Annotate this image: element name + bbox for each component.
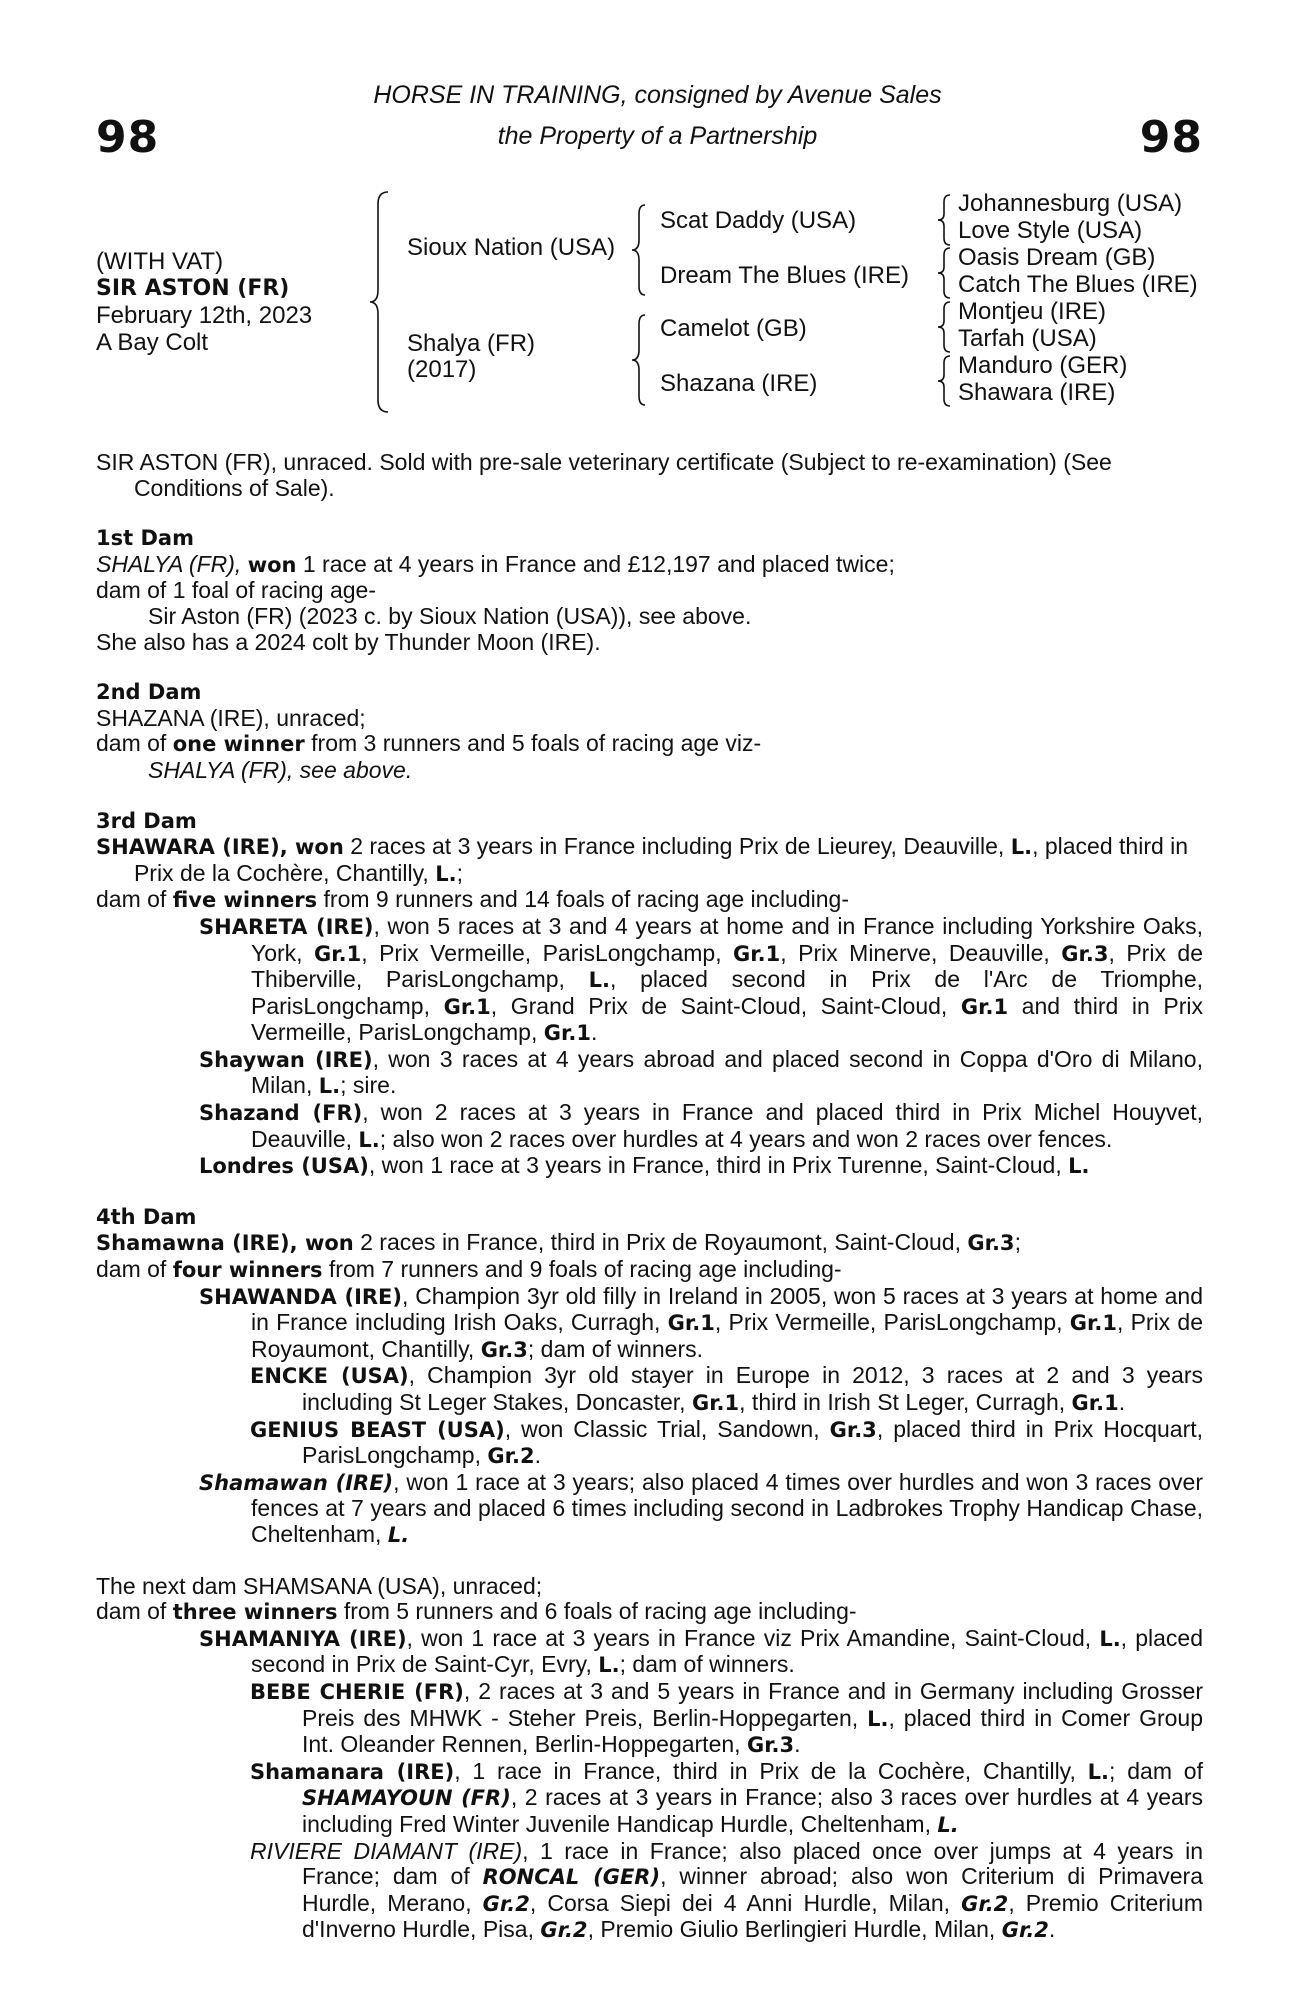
text-run: L. — [1068, 1154, 1090, 1179]
text-run: , Prix Vermeille, ParisLongchamp, — [714, 1309, 1070, 1336]
text-run: Gr.3 — [829, 1417, 877, 1442]
text-run: , 1 race in France, third in Prix de la Cochère, Chantilly, — [454, 1757, 1088, 1784]
text-run: ; — [456, 859, 463, 886]
text-run: four winners — [172, 1258, 323, 1283]
gen3-7: Manduro (GER) — [958, 352, 1128, 379]
foaling-date: February 12th, 2023 — [96, 302, 313, 329]
text-run: Shazand (FR) — [199, 1101, 363, 1126]
second-dam-heading: 2nd Dam — [96, 680, 202, 705]
text-run: , Prix de Thiberville, ParisLongchamp, — [251, 939, 1203, 993]
catalogue-text — [96, 450, 1203, 1944]
text-run: , Prix Minerve, Deauville, — [780, 939, 1062, 966]
gen3-4: Catch The Blues (IRE) — [958, 271, 1198, 298]
text-run: from 5 runners and 6 foals of racing age including- — [337, 1598, 857, 1625]
text-run: L. — [358, 1127, 380, 1152]
text-run: , placed third in Comer Group Int. Oleander Rennen, Berlin-Hoppegarten, — [302, 1704, 1203, 1758]
text-run: from 3 runners and 5 foals of racing age viz- — [304, 730, 762, 757]
text-run: Gr.1 — [960, 994, 1009, 1019]
text-run: Gr.2 — [1001, 1918, 1049, 1943]
text-run: BEBE CHERIE (FR) — [250, 1679, 464, 1704]
gen3-8: Shawara (IRE) — [958, 379, 1116, 406]
first-dam-record — [96, 552, 1203, 579]
first-dam-foal: Sir Aston (FR) (2023 c. by Sioux Nation (USA)), see above. — [148, 602, 752, 629]
text-run: L. — [435, 861, 457, 886]
fourth-dam-grandoffspring — [96, 1417, 1203, 1470]
text-run: SHAWANDA (IRE) — [199, 1284, 402, 1309]
text-run: 1 race at 4 years in France and £12,197 and placed twice; — [296, 550, 895, 577]
text-run: , Champion 3yr old filly in Ireland in 2005, won 5 races at 3 years at home and in France including Irish Oaks, Curragh, — [251, 1282, 1203, 1336]
header-subtitle: the Property of a Partnership — [497, 122, 818, 150]
text-run: , Prix de Royaumont, Chantilly, — [251, 1309, 1203, 1362]
pedigree-table — [0, 190, 1315, 415]
text-run: , won 3 races at 4 years abroad and placed second in Coppa d'Oro di Milano, Milan, — [251, 1045, 1203, 1099]
text-run: Gr.3 — [967, 1231, 1015, 1256]
text-run: Gr.1 — [667, 1311, 715, 1336]
text-run: Gr.2 — [487, 1444, 535, 1469]
text-run: L. — [588, 968, 610, 993]
text-run: . — [590, 1019, 598, 1046]
text-run: RIVIERE DIAMANT (IRE) — [250, 1837, 523, 1864]
first-dam-note: She also has a 2024 colt by Thunder Moon (IRE). — [96, 628, 601, 655]
text-run: . — [1118, 1389, 1126, 1415]
text-run: ; dam of — [1109, 1757, 1203, 1784]
vat-note: (WITH VAT) — [96, 248, 224, 275]
text-run: Gr.2 — [961, 1891, 1009, 1916]
text-run: , Champion 3yr old stayer in Europe in 2012, 3 races at 2 and 3 years including St Leger Stakes, Doncaster, — [302, 1362, 1203, 1415]
text-run: Gr.1 — [314, 941, 362, 966]
text-run: SHALYA (FR), — [96, 550, 242, 577]
dam-sire: Camelot (GB) — [660, 315, 807, 342]
intro-paragraph: SIR ASTON (FR), unraced. Sold with pre-sale veterinary certificate (Subject to re-examination) (See Conditions of Sale). — [96, 449, 1112, 501]
text-run: , won 1 race at 3 years; also placed 4 times over hurdles and won 3 races over fences at 7 years and placed 6 times including second in Ladbrokes Trophy Handicap Chase, Cheltenham, — [251, 1468, 1204, 1547]
text-run: , Corsa Siepi dei 4 Anni Hurdle, Milan, — [529, 1889, 962, 1916]
text-run: , placed second in Prix de l'Arc de Triomphe, ParisLongchamp, — [251, 966, 1203, 1019]
text-run: L. — [1099, 1626, 1121, 1651]
fourth-dam-heading: 4th Dam — [96, 1204, 197, 1229]
text-run: Shaywan (IRE) — [199, 1047, 373, 1072]
text-run: , winner abroad; also won Criterium di Primavera Hurdle, Merano, — [302, 1863, 1203, 1916]
gen3-6: Tarfah (USA) — [958, 325, 1097, 352]
text-run: and third in Prix Vermeille, ParisLongchamp, — [251, 992, 1203, 1046]
text-run: SHAWARA (IRE), won — [96, 835, 344, 860]
text-run: , won 2 races at 3 years in France and placed third in Prix Michel Houyvet, Deauville, — [251, 1099, 1203, 1152]
text-run: Shamanara (IRE) — [250, 1759, 455, 1784]
gen3-1: Johannesburg (USA) — [958, 190, 1183, 217]
text-run: dam of — [96, 1598, 173, 1625]
text-run: from 9 runners and 14 foals of racing age including- — [317, 886, 849, 913]
text-run: ; — [1014, 1229, 1021, 1256]
text-run: , Grand Prix de Saint-Cloud, Saint-Cloud, — [490, 992, 961, 1019]
text-run: , Premio Criterium d'Inverno Hurdle, Pisa, — [302, 1889, 1203, 1943]
text-run: , Premio Giulio Berlingieri Hurdle, Milan, — [587, 1916, 1002, 1943]
text-run: Gr.3 — [1061, 941, 1109, 966]
lot-number-left: 98 — [96, 112, 160, 163]
text-run: , 2 races at 3 years in France; also 3 races over hurdles at 4 years including Fred Winter Juvenile Handicap Hurdle, Cheltenham, — [302, 1784, 1203, 1837]
fourth-dam-offspring — [96, 1284, 1203, 1364]
first-dam-heading: 1st Dam — [96, 526, 194, 551]
gen3-5: Montjeu (IRE) — [958, 298, 1107, 325]
text-run: L. — [387, 1522, 410, 1547]
text-run: ; sire. — [340, 1072, 397, 1099]
text-run: Shamawan (IRE) — [199, 1470, 394, 1495]
text-run: won — [247, 552, 297, 577]
text-run: L. — [318, 1074, 341, 1099]
text-run: ; dam of winners. — [527, 1335, 704, 1362]
text-run: , won 5 races at 3 and 4 years at home and in France including Yorkshire Oaks, York, — [251, 912, 1203, 966]
third-dam-offspring — [96, 1100, 1203, 1153]
next-dam-grandoffspring — [96, 1839, 1203, 1944]
gen3-2: Love Style (USA) — [958, 217, 1143, 244]
text-run: , 1 race in France; also placed once over jumps at 4 years in France; dam of — [302, 1837, 1203, 1890]
text-run: Gr.1 — [1069, 1311, 1117, 1336]
sire-dam: Dream The Blues (IRE) — [660, 262, 909, 289]
text-run: . — [534, 1442, 541, 1469]
next-dam-grandoffspring — [96, 1679, 1203, 1759]
text-run: three winners — [172, 1600, 338, 1625]
text-run: Gr.1 — [443, 994, 491, 1019]
text-run: five winners — [172, 888, 318, 913]
dam: Shalya (FR) — [407, 330, 536, 357]
sire-sire: Scat Daddy (USA) — [660, 207, 857, 234]
text-run: Gr.1 — [1071, 1391, 1119, 1415]
text-run: , third in Irish St Leger, Curragh, — [739, 1389, 1072, 1415]
fourth-dam-offspring — [96, 1470, 1203, 1549]
text-run: L. — [1087, 1759, 1110, 1784]
horse-description: A Bay Colt — [96, 329, 209, 356]
text-run: dam of — [96, 730, 173, 757]
next-dam-record: The next dam SHAMSANA (USA), unraced; — [96, 1572, 543, 1599]
text-run: SHARETA (IRE) — [199, 914, 374, 939]
third-dam-produce — [96, 887, 1203, 914]
dam-dam: Shazana (IRE) — [660, 370, 818, 397]
text-run: dam of — [96, 1256, 173, 1283]
text-run: 2 races at 3 years in France including Prix de Lieurey, Deauville, — [343, 833, 1011, 860]
text-run: , 2 races at 3 and 5 years in France and in Germany including Grosser Preis des MHWK - Steher Preis, Berlin-Hoppegarten, — [302, 1677, 1203, 1731]
text-run: one winner — [172, 732, 305, 757]
text-run: ; also won 2 races over hurdles at 4 years and won 2 races over fences. — [379, 1125, 1113, 1152]
next-dam-grandoffspring — [96, 1759, 1203, 1839]
header-title: HORSE IN TRAINING, consigned by Avenue Sales — [373, 81, 942, 109]
text-run: Gr.2 — [482, 1891, 530, 1916]
text-run: , placed second in Prix de Saint-Cyr, Evry, — [251, 1624, 1203, 1678]
fourth-dam-grandoffspring — [96, 1363, 1203, 1416]
text-run: , won 1 race at 3 years in France viz Prix Amandine, Saint-Cloud, — [406, 1624, 1100, 1651]
text-run: RONCAL (GER) — [482, 1865, 661, 1890]
text-run: , won 1 race at 3 years in France, third in Prix Turenne, Saint-Cloud, — [368, 1152, 1069, 1179]
text-run: dam of — [96, 886, 173, 913]
dam-year: (2017) — [407, 356, 477, 383]
next-dam-produce — [96, 1599, 1203, 1626]
third-dam-heading: 3rd Dam — [96, 808, 197, 833]
text-run: 2 races in France, third in Prix de Royaumont, Saint-Cloud, — [353, 1229, 968, 1256]
third-dam-offspring — [96, 1047, 1203, 1100]
text-run: L. — [937, 1812, 959, 1837]
text-run: SHAMANIYA (IRE) — [199, 1626, 407, 1651]
text-run: GENIUS BEAST (USA) — [250, 1417, 505, 1442]
third-dam-offspring — [96, 914, 1203, 1047]
text-run: , placed third in Prix de la Cochère, Chantilly, — [133, 833, 1189, 886]
second-dam-produce — [96, 731, 1203, 758]
text-run: Gr.1 — [733, 941, 781, 966]
text-run: L. — [1010, 835, 1033, 860]
text-run: ENCKE (USA) — [250, 1364, 409, 1389]
fourth-dam-record — [96, 1230, 1203, 1257]
text-run: Shamawna (IRE), won — [96, 1231, 354, 1256]
text-run: Gr.3 — [480, 1337, 528, 1362]
lot-number-right: 98 — [1139, 112, 1203, 163]
text-run: Gr.1 — [691, 1391, 740, 1415]
text-run: Gr.1 — [543, 1021, 591, 1046]
text-run: . — [794, 1731, 801, 1758]
text-run: Gr.3 — [746, 1733, 795, 1758]
first-dam-produce: dam of 1 foal of racing age- — [96, 577, 376, 604]
text-run: Londres (USA) — [199, 1154, 369, 1179]
text-run: from 7 runners and 9 foals of racing age including- — [322, 1256, 842, 1283]
second-dam-record: SHAZANA (IRE), unraced; — [96, 704, 366, 731]
text-run: , Prix Vermeille, ParisLongchamp, — [361, 939, 734, 966]
text-run: Gr.2 — [540, 1918, 588, 1943]
text-run: ; dam of winners. — [619, 1651, 795, 1678]
third-dam-record — [96, 834, 1203, 887]
sire: Sioux Nation (USA) — [407, 234, 616, 261]
text-run: , won Classic Trial, Sandown, — [504, 1415, 830, 1442]
next-dam-offspring — [96, 1626, 1203, 1679]
text-run: L. — [598, 1653, 620, 1678]
text-run: L. — [867, 1706, 889, 1731]
horse-name: SIR ASTON (FR) — [96, 276, 290, 301]
fourth-dam-produce — [96, 1257, 1203, 1284]
text-run: , placed third in Prix Hocquart, ParisLongchamp, — [302, 1415, 1204, 1469]
third-dam-offspring — [96, 1153, 1203, 1180]
gen3-3: Oasis Dream (GB) — [958, 244, 1156, 271]
second-dam-foal: SHALYA (FR), see above. — [148, 756, 413, 783]
text-run: SHAMAYOUN (FR) — [302, 1786, 511, 1811]
text-run: . — [1048, 1916, 1056, 1943]
